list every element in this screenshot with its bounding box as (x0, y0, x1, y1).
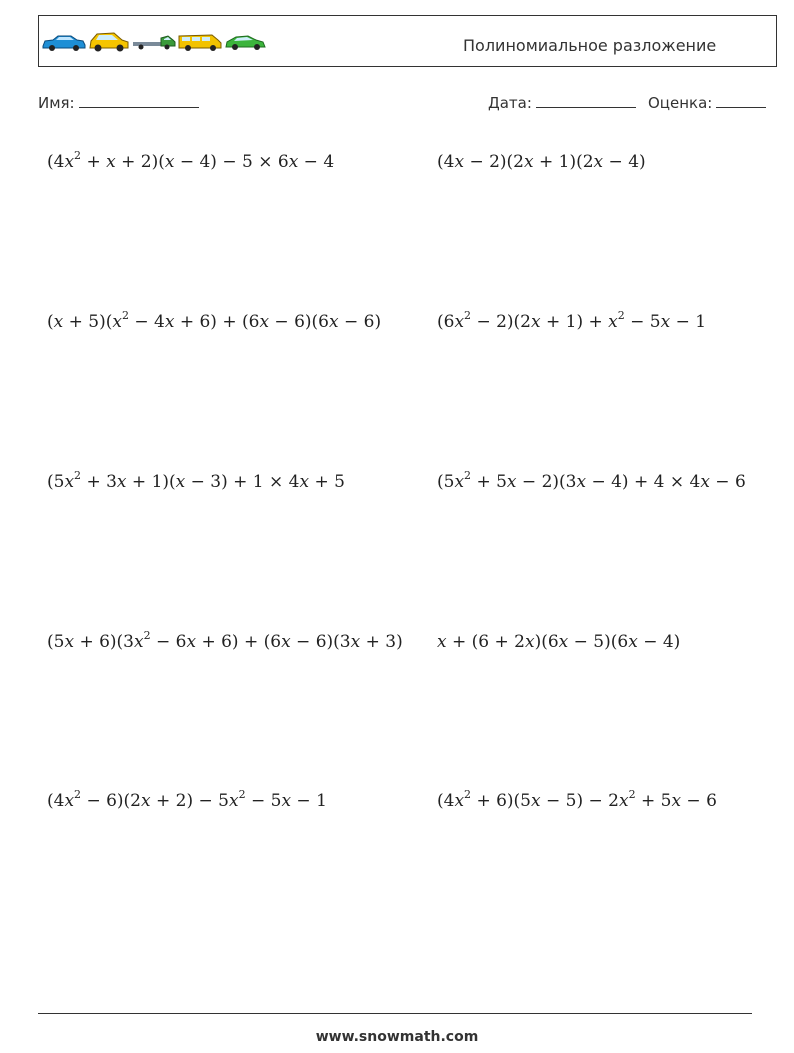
worksheet-title: Полиномиальное разложение (463, 36, 717, 55)
name-label: Имя: (38, 94, 75, 112)
problem-3: $(x + 5)(x^2 - 4x + 6) + (6x - 6)(6x - 6)$ (47, 309, 382, 332)
problem-5: $(5x^2 + 3x + 1)(x - 3) + 1 \times 4x + 5$ (47, 469, 345, 492)
yellow-hatchback-icon (90, 33, 128, 52)
name-blank[interactable] (79, 94, 199, 108)
problem-8: x + (6 + 2x)(6x − 5)(6x − 4) (437, 632, 681, 652)
flatbed-truck-icon (133, 36, 175, 50)
worksheet-header (38, 15, 777, 67)
problem-2: (4x − 2)(2x + 1)(2x − 4) (437, 152, 646, 172)
name-field (38, 94, 199, 112)
yellow-van-icon (179, 35, 221, 51)
grade-label: Оценка: (648, 94, 713, 112)
problem-4: $(6x^2 - 2)(2x + 1) + x^2 - 5x - 1$ (437, 309, 707, 332)
green-hatchback-icon (226, 36, 265, 50)
date-label: Дата: (488, 94, 532, 112)
problem-7: $(5x + 6)(3x^2 - 6x + 6) + (6x - 6)(3x + 3)$ (47, 629, 403, 652)
cars-banner (41, 28, 267, 54)
problem-1: $(4x^2 + x + 2)(x - 4) - 5 \times 6x - 4$ (47, 149, 335, 172)
footer-url[interactable]: www.snowmath.com (315, 1029, 479, 1045)
date-blank[interactable] (536, 94, 636, 108)
footer-divider (38, 1013, 752, 1014)
problem-10: $(4x^2 + 6)(5x - 5) - 2x^2 + 5x - 6$ (437, 788, 717, 811)
grade-field (648, 94, 766, 112)
date-field (488, 94, 636, 112)
problem-6: $(5x^2 + 5x - 2)(3x - 4) + 4 \times 4x - 6$ (437, 469, 746, 492)
blue-sedan-icon (43, 36, 85, 51)
grade-blank[interactable] (716, 94, 766, 108)
problem-9: $(4x^2 - 6)(2x + 2) - 5x^2 - 5x - 1$ (47, 788, 327, 811)
